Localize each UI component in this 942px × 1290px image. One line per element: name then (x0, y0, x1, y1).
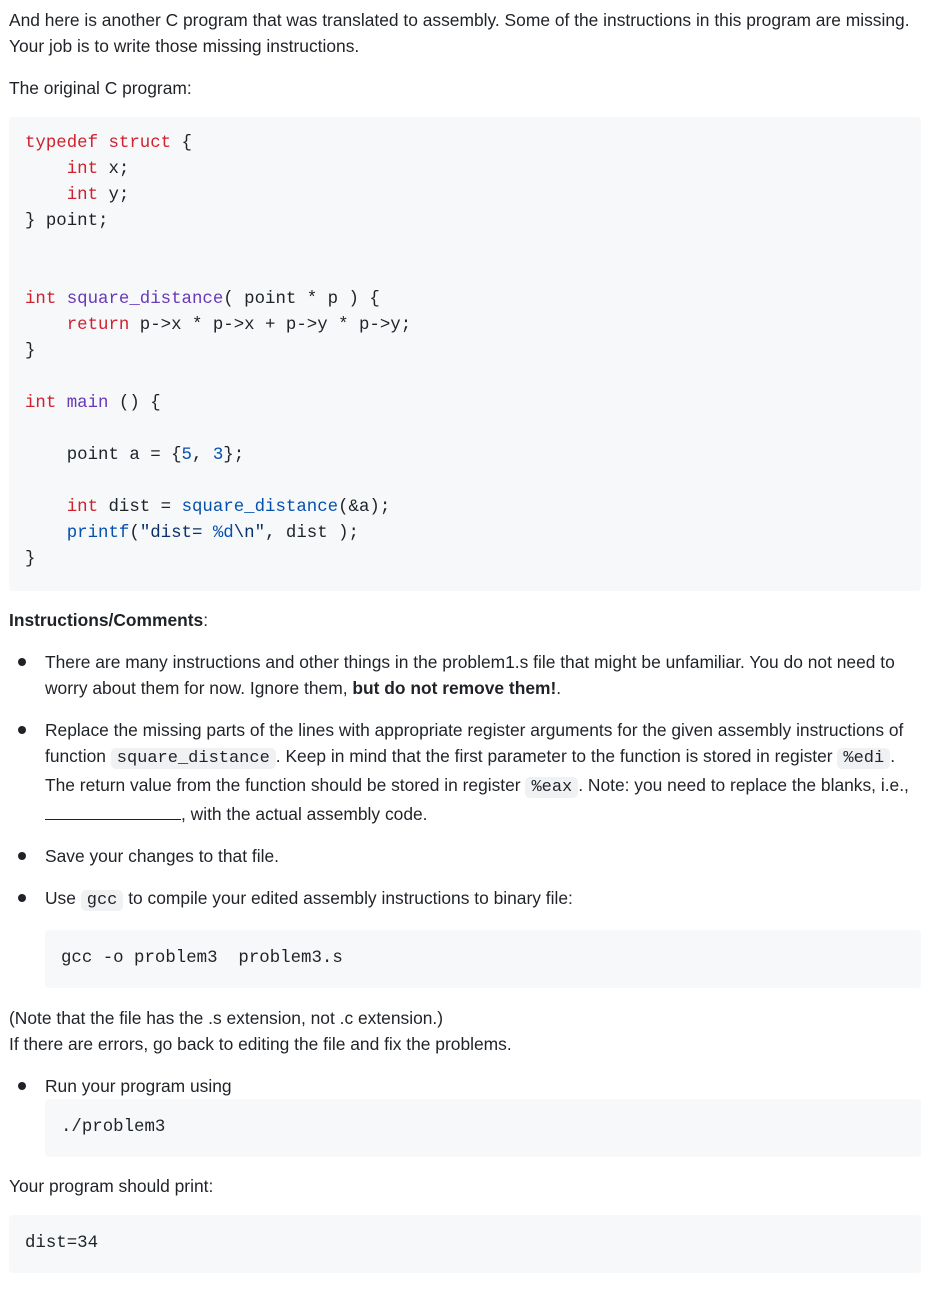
code-keyword: int (25, 394, 57, 413)
code-text: () { (108, 394, 161, 413)
inline-code: square_distance (111, 748, 276, 769)
code-text: (&a); (338, 498, 391, 517)
code-string: "dist= (139, 524, 213, 543)
bullet-text: . (556, 678, 562, 698)
bullet-text: Replace the missing parts of the lines with appropriate register arguments for the given assembly instructions of function (45, 720, 904, 766)
code-text: }; (223, 446, 245, 465)
code-builtin: %d (212, 524, 234, 543)
code-text (25, 316, 67, 335)
bullet-text: to compile your edited assembly instructions to binary file: (123, 888, 573, 908)
code-text: } point; (25, 212, 109, 231)
code-line (25, 339, 905, 365)
compile-command-block: gcc -o problem3 problem3.s (45, 930, 921, 988)
code-line (25, 547, 905, 573)
list-item (9, 649, 921, 701)
code-keyword: int (66, 186, 99, 205)
code-text: } (25, 550, 36, 569)
code-function-name: square_distance (66, 290, 224, 309)
code-text (25, 160, 67, 179)
code-text: ( point * p ) { (223, 290, 380, 309)
code-builtin: printf (66, 524, 130, 543)
code-line (25, 209, 905, 235)
code-line (25, 495, 905, 521)
expected-output-block: dist=34 (9, 1215, 921, 1273)
bullet-text: . Note: you need to replace the blanks, i.e., (578, 775, 909, 795)
code-text: , dist ); (265, 524, 359, 543)
code-text: } (25, 342, 36, 361)
list-item (9, 717, 921, 827)
list-item (9, 885, 921, 988)
inline-code: %edi (837, 748, 890, 769)
code-keyword: struct (108, 134, 172, 153)
bullet-text: There are many instructions and other things in the problem1.s file that might be unfamiliar. You do not need to worry about them for now. Ignore them, (45, 652, 895, 698)
code-keyword: int (25, 290, 57, 309)
run-command-block: ./problem3 (45, 1099, 921, 1157)
code-text: ( (129, 524, 140, 543)
instructions-heading (9, 607, 921, 633)
code-line (25, 521, 905, 547)
c-code-block (9, 117, 921, 591)
code-line (25, 469, 905, 495)
bullet-text: . Keep in mind that the first parameter to the function is stored in register (275, 746, 838, 766)
code-text (56, 394, 66, 413)
list-item: Save your changes to that file. (9, 843, 921, 869)
should-print-label: Your program should print: (9, 1176, 214, 1196)
blank-line (45, 803, 181, 820)
code-keyword: int (66, 160, 99, 179)
code-line (25, 183, 905, 209)
run-list (9, 1073, 921, 1157)
list-item (9, 1073, 921, 1157)
code-text (25, 498, 67, 517)
code-number: 3 (212, 446, 224, 465)
bullet-text: Use (45, 888, 81, 908)
instructions-heading-text: Instructions/Comments (9, 610, 204, 630)
code-text: dist = (98, 498, 182, 517)
code-line (25, 417, 905, 443)
code-text: point a = { (25, 446, 182, 465)
code-line (25, 131, 905, 157)
inline-code: %eax (525, 777, 578, 798)
code-number: 5 (181, 446, 192, 465)
code-text (25, 524, 67, 543)
code-text (25, 186, 67, 205)
inline-code: gcc (81, 890, 124, 911)
note-extension: (Note that the file has the .s extension, not .c extension.) (9, 1008, 444, 1028)
code-text: p->x * p->x + p->y * p->y; (129, 316, 412, 335)
code-string: \n" (233, 524, 266, 543)
code-text: { (171, 134, 192, 153)
code-line (25, 261, 905, 287)
code-keyword: return (66, 316, 130, 335)
code-keyword: int (66, 498, 99, 517)
code-builtin: square_distance (181, 498, 339, 517)
code-line (25, 391, 905, 417)
code-line (25, 313, 905, 339)
code-text: y; (98, 186, 130, 205)
code-line (25, 235, 905, 261)
code-text: x; (98, 160, 130, 179)
code-keyword: typedef (25, 134, 99, 153)
code-line (25, 365, 905, 391)
bullet-text: Run your program using (45, 1076, 232, 1096)
code-line (25, 157, 905, 183)
original-label: The original C program: (9, 78, 192, 98)
bold-warning: but do not remove them! (352, 678, 557, 698)
instructions-list (9, 649, 921, 988)
code-line (25, 287, 905, 313)
bullet-text: . The return value from the function should be stored in register (45, 746, 896, 795)
code-text (56, 290, 66, 309)
intro-text: And here is another C program that was translated to assembly. Some of the instructions in this program are missing. Your job is to write those missing instructions. (9, 10, 910, 56)
note-errors: If there are errors, go back to editing the file and fix the problems. (9, 1034, 512, 1054)
code-text (98, 134, 108, 153)
heading-colon: : (203, 610, 209, 630)
code-text: , (191, 446, 213, 465)
bullet-text: , with the actual assembly code. (181, 804, 428, 824)
code-function-name: main (66, 394, 109, 413)
code-line (25, 443, 905, 469)
